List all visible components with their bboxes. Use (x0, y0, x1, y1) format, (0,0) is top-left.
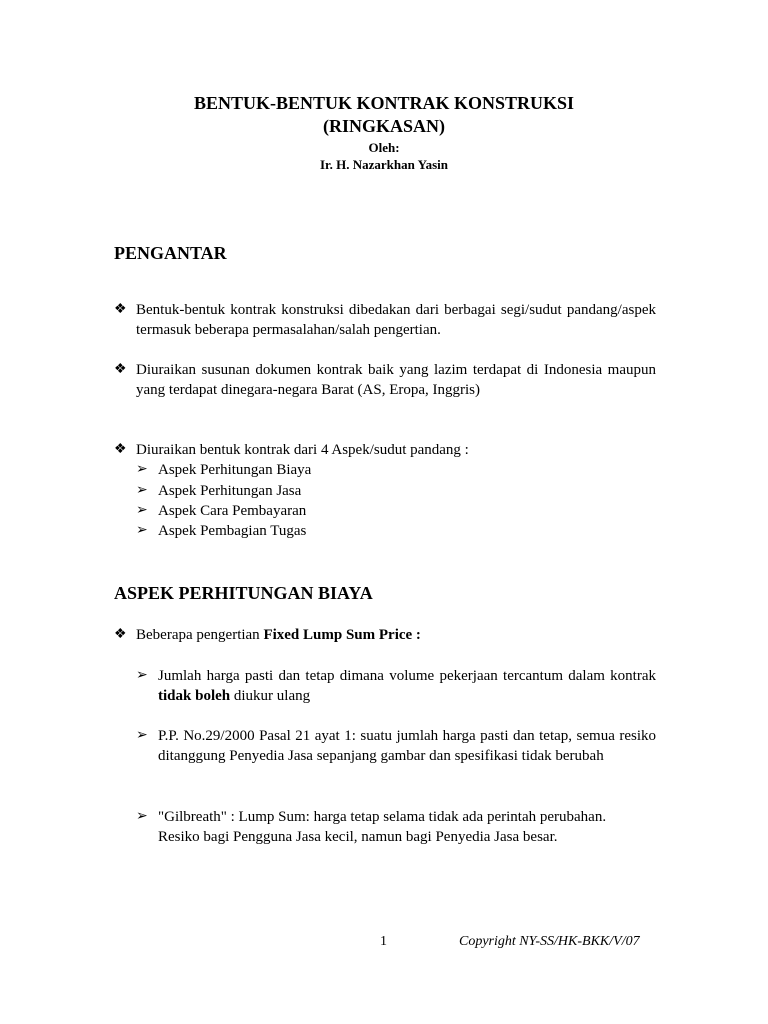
document-title-line1: BENTUK-BENTUK KONTRAK KONSTRUKSI (193, 93, 575, 113)
list-item (114, 625, 656, 645)
definition-text: Resiko bagi Pengguna Jasa kecil, namun bagi Penyedia Jasa besar. (158, 829, 558, 845)
definition-text-part: diukur ulang (230, 688, 311, 704)
bullet-text: Diuraikan bentuk kontrak dari 4 Aspek/sudut pandang : (136, 442, 469, 458)
aspect-label: Aspek Cara Pembayaran (158, 503, 307, 519)
aspect-list-item (136, 521, 656, 541)
author-name: Ir. H. Nazarkhan Yasin (320, 157, 448, 172)
aspect-label: Aspek Perhitungan Jasa (158, 483, 302, 499)
lead-text: Beberapa pengertian (136, 627, 264, 643)
definition-text (158, 666, 656, 706)
copyright-text: Copyright NY-SS/HK-BKK/V/07 (459, 934, 640, 949)
bullet-text: Bentuk-bentuk kontrak konstruksi dibedakan dari berbagai segi/sudut pandang/aspek termasuk beberapa permasalahan/salah pengertian. (136, 302, 656, 338)
aspect-list-item (136, 501, 656, 521)
arrow-bullet-icon: ➢ (136, 668, 148, 683)
arrow-bullet-icon: ➢ (136, 523, 148, 538)
definition-text: "Gilbreath" : Lump Sum: harga tetap selama tidak ada perintah perubahan. (158, 809, 607, 825)
diamond-bullet-icon: ❖ (114, 362, 127, 377)
aspect-list-item (136, 460, 656, 480)
arrow-bullet-icon: ➢ (136, 483, 148, 498)
list-item (114, 440, 656, 460)
aspect-label: Aspek Pembagian Tugas (158, 523, 307, 539)
fixed-lump-sum-term: Fixed Lump Sum Price : (263, 627, 421, 643)
section-heading-biaya: ASPEK PERHITUNGAN BIAYA (114, 583, 373, 603)
aspect-label: Aspek Perhitungan Biaya (158, 462, 312, 478)
definition-text-part: Jumlah harga pasti dan tetap dimana volume pekerjaan tercantum dalam kontrak (158, 668, 656, 684)
document-title-line2: (RINGKASAN) (322, 116, 445, 136)
bullet-text: Diuraikan susunan dokumen kontrak baik yang lazim terdapat di Indonesia maupun yang terdapat dinegara-negara Barat (AS, Eropa, Inggris) (136, 362, 656, 398)
arrow-bullet-icon: ➢ (136, 462, 148, 477)
definition-item (136, 807, 656, 847)
list-item (114, 360, 656, 400)
arrow-bullet-icon: ➢ (136, 728, 148, 743)
diamond-bullet-icon: ❖ (114, 627, 127, 642)
list-item (114, 300, 656, 340)
diamond-bullet-icon: ❖ (114, 442, 127, 457)
diamond-bullet-icon: ❖ (114, 302, 127, 317)
bullet-text (136, 625, 656, 645)
arrow-bullet-icon: ➢ (136, 809, 148, 824)
section-heading-pengantar: PENGANTAR (114, 243, 227, 263)
arrow-bullet-icon: ➢ (136, 503, 148, 518)
definition-text: P.P. No.29/2000 Pasal 21 ayat 1: suatu jumlah harga pasti dan tetap, semua resiko ditanggung Penyedia Jasa sepanjang gambar dan spesifikasi tidak berubah (158, 728, 656, 764)
definition-item (136, 666, 656, 706)
page-number: 1 (380, 934, 387, 949)
emphasis-text: tidak boleh (158, 688, 231, 704)
aspect-list-item (136, 481, 656, 501)
definition-item (136, 726, 656, 766)
author-label: Oleh: (368, 140, 400, 155)
